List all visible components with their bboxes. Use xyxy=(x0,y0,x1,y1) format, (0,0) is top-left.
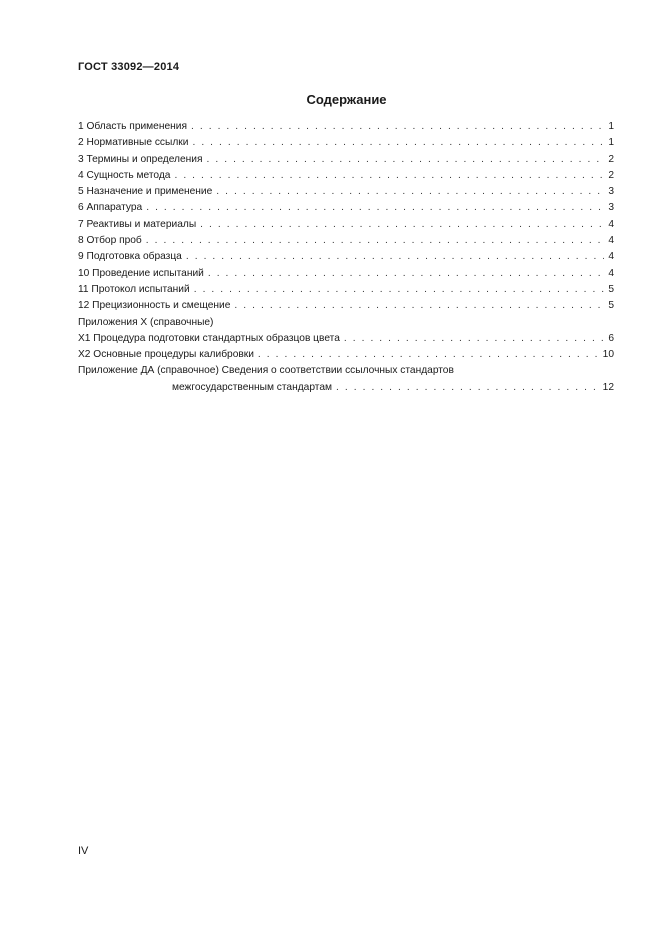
dot-leader xyxy=(336,380,599,396)
dot-leader xyxy=(191,119,604,135)
annex-da-title: Приложение ДА (справочное) Сведения о соответствии ссылочных стандартов xyxy=(78,365,454,377)
toc-entry-page: 2 xyxy=(608,153,614,165)
toc-entry-page: 2 xyxy=(608,169,614,181)
toc-entry xyxy=(78,233,614,249)
toc-entry-page: 4 xyxy=(608,235,614,247)
toc-entry xyxy=(78,168,614,184)
dot-leader xyxy=(146,200,604,216)
toc-entry-label: 6 Аппаратура xyxy=(78,202,143,214)
page-number: IV xyxy=(78,845,89,857)
toc-entry xyxy=(78,298,614,314)
toc-entry xyxy=(78,249,614,265)
dot-leader xyxy=(146,233,604,249)
toc-entry xyxy=(78,184,614,200)
toc-entry xyxy=(78,266,614,282)
dot-leader xyxy=(344,331,604,347)
dot-leader xyxy=(258,347,599,363)
toc-entry-page: 10 xyxy=(602,349,614,361)
table-of-contents xyxy=(78,119,614,396)
toc-entry-page: 1 xyxy=(608,121,614,132)
toc-entry-page: 6 xyxy=(608,332,614,344)
dot-leader xyxy=(174,168,604,184)
toc-entry-label: 4 Сущность метода xyxy=(78,169,171,181)
toc-entry-label: 11 Протокол испытаний xyxy=(78,283,190,295)
toc-entry xyxy=(78,119,614,135)
toc-entry-label: 10 Проведение испытаний xyxy=(78,267,204,279)
toc-entry xyxy=(78,331,614,347)
toc-entry-label: X1 Процедура подготовки стандартных образцов цвета xyxy=(78,332,340,344)
toc-entry-page: 4 xyxy=(608,218,614,230)
dot-leader xyxy=(208,266,604,282)
toc-entry-label: 2 Нормативные ссылки xyxy=(78,137,189,149)
toc-entry-label: 5 Назначение и применение xyxy=(78,186,213,198)
toc-entry-label: 9 Подготовка образца xyxy=(78,251,182,263)
dot-leader xyxy=(216,184,604,200)
toc-entry xyxy=(78,380,614,396)
toc-entry xyxy=(78,282,614,298)
toc-entry xyxy=(78,152,614,168)
toc-entry-label: межгосударственным стандартам xyxy=(172,381,332,393)
dot-leader xyxy=(234,298,604,314)
toc-entry-page: 4 xyxy=(608,251,614,263)
toc-entry-label: 3 Термины и определения xyxy=(78,153,203,165)
dot-leader xyxy=(194,282,604,298)
dot-leader xyxy=(186,249,604,265)
toc-entry-label: 12 Прецизионность и смещение xyxy=(78,300,231,312)
page-title-text: Содержание xyxy=(306,92,387,107)
toc-entry xyxy=(78,200,614,216)
toc-entry-page: 3 xyxy=(608,186,614,198)
toc-entry xyxy=(78,347,614,363)
toc-entry-label: 8 Отбор проб xyxy=(78,235,142,247)
toc-entry xyxy=(78,217,614,233)
dot-leader xyxy=(200,217,604,233)
appendix-heading: Приложения X (справочные) xyxy=(78,316,214,328)
toc-entry-page: 4 xyxy=(608,267,614,279)
dot-leader xyxy=(206,152,604,168)
page-title xyxy=(0,92,661,107)
dot-leader xyxy=(192,135,604,151)
toc-entry-page: 12 xyxy=(602,381,614,393)
toc-entry-label: X2 Основные процедуры калибровки xyxy=(78,349,254,361)
toc-entry-page: 1 xyxy=(608,137,614,149)
document-id: ГОСТ 33092—2014 xyxy=(78,61,180,73)
toc-entry-label: 7 Реактивы и материалы xyxy=(78,218,197,230)
toc-entry-label: 1 Область применения xyxy=(78,121,187,132)
toc-entry-page: 5 xyxy=(608,283,614,295)
toc-entry-page: 3 xyxy=(608,202,614,214)
toc-entry-page: 5 xyxy=(608,300,614,312)
toc-entry xyxy=(78,135,614,151)
